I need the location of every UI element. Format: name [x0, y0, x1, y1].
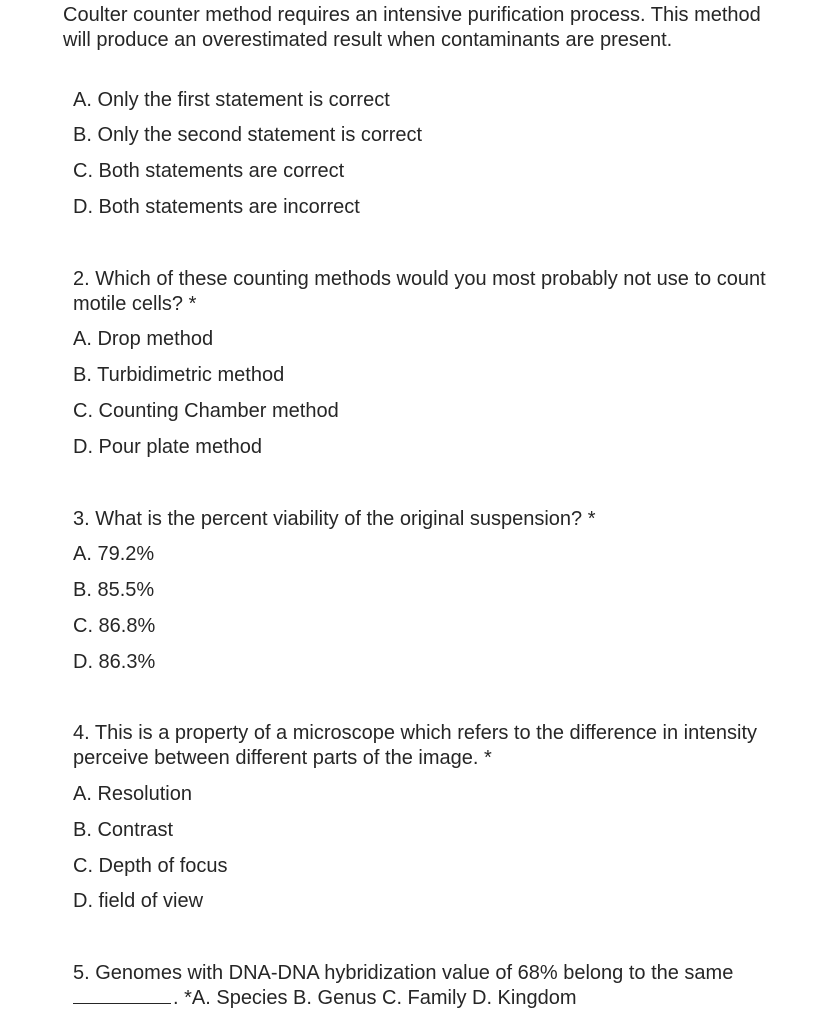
question-2-option-c[interactable]: C. Counting Chamber method	[73, 400, 339, 422]
question-3-option-b[interactable]: B. 85.5%	[73, 579, 155, 601]
question-2-option-a[interactable]: A. Drop method	[73, 328, 214, 350]
question-5-prompt-line1: 5. Genomes with DNA-DNA hybridization value of 68% belong to the same	[73, 962, 734, 984]
question-5-prompt-line2	[73, 986, 803, 1011]
question-2-prompt: 2. Which of these counting methods would you most probably not use to count motile cells? *	[73, 268, 766, 315]
question-2-option-d[interactable]: D. Pour plate method	[73, 436, 262, 458]
question-4-option-a[interactable]: A. Resolution	[73, 783, 192, 805]
question-4-prompt: 4. This is a property of a microscope which refers to the difference in intensity perceive between different parts of the image. *	[73, 722, 758, 769]
intro-option-a[interactable]: A. Only the first statement is correct	[73, 89, 390, 111]
question-3-option-c[interactable]: C. 86.8%	[73, 615, 156, 637]
question-4-option-c[interactable]: C. Depth of focus	[73, 855, 228, 877]
question-4-option-b[interactable]: B. Contrast	[73, 819, 174, 841]
intro-option-d[interactable]: D. Both statements are incorrect	[73, 196, 360, 218]
intro-statement: Coulter counter method requires an intensive purification process. This method will produce an overestimated result when contaminants are present.	[63, 4, 761, 51]
intro-option-b[interactable]: B. Only the second statement is correct	[73, 124, 423, 146]
intro-option-c[interactable]: C. Both statements are correct	[73, 160, 345, 182]
question-5-prompt	[73, 961, 803, 1010]
fill-in-blank[interactable]	[73, 987, 171, 1004]
question-5-choices: . *A. Species B. Genus C. Family D. Kingdom	[173, 986, 577, 1009]
question-3-option-d[interactable]: D. 86.3%	[73, 651, 156, 673]
question-3-prompt: 3. What is the percent viability of the original suspension? *	[73, 508, 596, 530]
question-3-option-a[interactable]: A. 79.2%	[73, 543, 155, 565]
question-4-option-d[interactable]: D. field of view	[73, 890, 204, 912]
question-2-option-b[interactable]: B. Turbidimetric method	[73, 364, 285, 386]
